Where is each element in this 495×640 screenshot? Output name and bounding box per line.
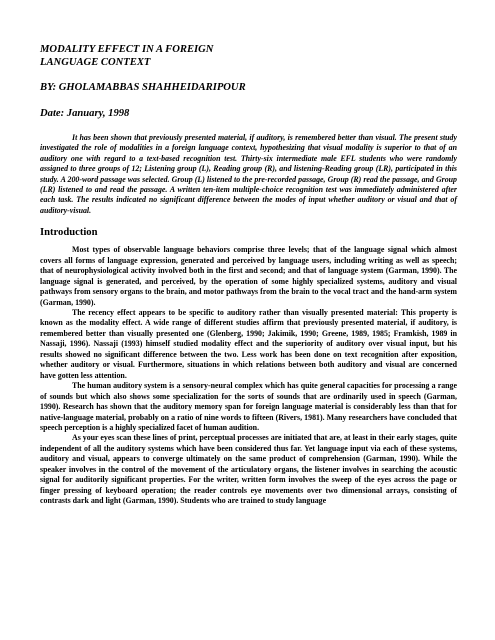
paper-title-line-2: LANGUAGE CONTEXT [40,56,151,68]
date-line: Date: January, 1998 [40,107,130,119]
body-paragraph: Most types of observable language behaviors comprise three levels; that of the language signal which almost covers all forms of language expression, generated and perceived by language users, including writing as well as speech; that of neurophysiological activity involved both in the first and second; and that of language system (Garman, 1990). The language signal is generated, and perceived, by the operation of some highly specialized systems, auditory and visual pathways from sensory organs to the brain, and motor pathways from the brain to the vocal tract and the hand-arm system (Garman, 1990). [40,245,457,307]
introduction-heading: Introduction [40,227,98,239]
body-paragraph: The human auditory system is a sensory-neural complex which has quite general capacities for processing a range of sounds but which also shows some specialization for the sorts of sounds that are ordinarily used in speech (Garman, 1990). Research has shown that the auditory memory span for foreign language material is considerably less than that for native-language material, probably on a ratio of nine words to fifteen (Rivers, 1981). Many researchers have concluded that speech perception is a highly specialized facet of human audition. [40,381,457,432]
body-paragraph: The recency effect appears to be specific to auditory rather than visually presented material: This property is known as the modality effect. A wide range of different studies affirm that previously presented material, if auditory, is remembered better than visually presented one (Glenberg, 1990; Jakimik, 1990; Greene, 1989, 1985; Framkish, 1989 in Nassaji, 1996). Nassaji (1993) himself studied modality effect and the superiority of auditory over visual input, but his results showed no significant difference between the two. Less work has been done on text recognition after exposition, whether auditory or visual. Furthermore, situations in which relations between both auditory and visual are concerned have gotten less attention. [40,307,457,380]
author-line: BY: GHOLAMABBAS SHAHHEIDARIPOUR [40,82,246,93]
abstract-paragraph: It has been shown that previously presented material, if auditory, is remembered better than visual. The present study investigated the role of modalities in a foreign language context, hypothesizing that visual modality is superior to that of an auditory one with regard to a text-based recognition test. Thirty-six intermediate male EFL students who were randomly assigned to three groups of 12; Listening group (L), Reading group (R), and listening-Reading group (LR), participated in this study. A 200-word passage was selected. Group (L) listened to the pre-recorded passage, Group (R) read the passage, and Group (LR) listened to and read the passage. A written ten-item multiple-choice recognition test was immediately administered after each task. The results indicated no significant difference between the modes of input whether auditory or visual and that of auditory-visual. [40,133,457,215]
paper-title-line-1: MODALITY EFFECT IN A FOREIGN [40,44,214,55]
body-paragraph: As your eyes scan these lines of print, perceptual processes are initiated that are, at least in their early stages, quite independent of all the auditory systems which have been considered thus far. Yet language input via each of these systems, auditory and visual, appears to converge ultimately on the same product of comprehension (Garman, 1990). While the speaker involves in the control of the movement of the articulatory organs, the listener involves in searching the acoustic signal for auditorily significant properties. For the writer, written form involves the sweep of the eyes across the page or finger pressing of keyboard operation; the reader controls eye movements over two dimensional arrays, consisting of contrasts dark and light (Garman, 1990). Students who are trained to study language [40,433,457,506]
